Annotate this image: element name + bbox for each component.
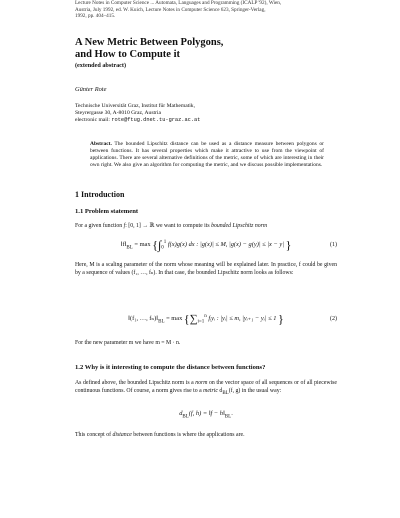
text-run: on the vector space of all sequences or of all piecewise continuous functions. Of course, a norm gives rise to a bbox=[75, 380, 338, 394]
equation-1 bbox=[75, 236, 337, 258]
text-run: d bbox=[217, 387, 223, 394]
equation-body bbox=[75, 238, 337, 253]
eq-lhs: ‖f‖ bbox=[120, 241, 127, 248]
integral-sign: ∫ bbox=[157, 238, 162, 252]
equation-3 bbox=[75, 410, 337, 422]
brace-left: { bbox=[183, 312, 190, 326]
eq-body: f(x)g(x) dx : |g(x)| ≤ M, |g(x) − g(y)| ≤ |x − y| bbox=[166, 241, 286, 248]
eq-body: fᵢyᵢ : |yᵢ| ≤ m, |yᵢ₊₁ − yᵢ| ≤ 1 bbox=[206, 315, 278, 322]
paragraph bbox=[75, 380, 337, 397]
author-name: Günter Rote bbox=[75, 86, 107, 93]
paper-subtitle: (extended abstract) bbox=[75, 62, 127, 69]
paper-title bbox=[75, 37, 337, 60]
text-run: between functions is where the applications are. bbox=[131, 432, 245, 438]
email-line bbox=[75, 117, 337, 124]
paragraph: Here, M is a scaling parameter of the norm whose meaning will be explained later. In practice, f could be given by a sequence of values (f₁, …, fₙ). In that case, the bounded Lipschitz norm looks as follows: bbox=[75, 262, 337, 276]
header-line: 1992, pp. 404–415. bbox=[75, 13, 116, 20]
sum-sign: ∑ bbox=[189, 313, 198, 325]
paragraph: For the new parameter m we have m = M · n. bbox=[75, 340, 181, 346]
paragraph bbox=[75, 223, 337, 231]
publication-header bbox=[75, 0, 337, 20]
text-run: (f, g) in the usual way: bbox=[228, 387, 282, 394]
term-emphasis: norm bbox=[195, 380, 208, 386]
abstract-label: Abstract. bbox=[90, 141, 112, 147]
affiliation-line: Technische Universität Graz, Institut für Mathematik, bbox=[75, 103, 195, 109]
term-emphasis: metric bbox=[203, 387, 218, 394]
eq-subscript: BL bbox=[158, 319, 165, 325]
eq-subscript: BL bbox=[182, 414, 189, 420]
eq-max: = max bbox=[164, 315, 183, 322]
brace-right: } bbox=[285, 238, 292, 252]
equation-number: (2) bbox=[330, 316, 337, 322]
eq-subscript: BL bbox=[224, 414, 232, 420]
eq-lhs: ‖(f₁, …, fₙ)‖ bbox=[128, 315, 159, 322]
email-address[interactable]: rote@ftug.dnet.tu-graz.ac.at bbox=[111, 117, 201, 123]
equation-number: (1) bbox=[330, 242, 337, 248]
text-run: This concept of bbox=[75, 432, 113, 438]
term-emphasis: distance bbox=[112, 432, 132, 438]
equation-2 bbox=[75, 310, 337, 334]
equation-body bbox=[75, 312, 337, 327]
eq-rhs: (f, h) = ‖f − h‖ bbox=[188, 410, 225, 417]
eq-max: = max bbox=[132, 241, 151, 248]
math-f: f bbox=[123, 223, 126, 229]
eq-subscript: BL bbox=[222, 390, 229, 396]
text-run: As defined above, the bounded Lipschitz norm is a bbox=[75, 380, 196, 386]
title-line: and How to Compute it bbox=[75, 48, 181, 60]
integral-upper: 1 bbox=[163, 239, 167, 245]
abstract bbox=[90, 141, 324, 169]
term-emphasis: bounded Lipschitz norm bbox=[211, 223, 268, 229]
affiliation-line: Steyrergasse 30, A-8010 Graz, Austria bbox=[75, 110, 161, 116]
subsection-heading: 1.2 Why is it interesting to compute the distance between functions? bbox=[75, 364, 266, 371]
sum-upper: n bbox=[204, 313, 207, 319]
header-line: Lecture Notes in Computer Science ... Automata, Languages and Programming (ICALP '92), Wien, bbox=[75, 0, 282, 6]
eq-end: . bbox=[231, 410, 233, 417]
abstract-text: The bounded Lipschitz distance can be used as a distance measure between polygons or between functions. It has several properties which make it attractive to use from the viewpoint of applications. There are several alternative definitions of the metric, some of which are interesting in their own right. We also give an algorithm for computing the metric, and we discuss possible implementations. bbox=[90, 141, 324, 168]
subsection-heading: 1.1 Problem statement bbox=[75, 208, 139, 215]
title-line: A New Metric Between Polygons, bbox=[75, 37, 224, 48]
equation-body bbox=[75, 410, 337, 419]
email-label: electronic mail: bbox=[75, 117, 110, 123]
affiliation bbox=[75, 103, 337, 124]
brace-right: } bbox=[278, 312, 284, 326]
eq-subscript: BL bbox=[126, 245, 133, 251]
sum-lower: i=1 bbox=[197, 319, 205, 325]
eq-lhs: d bbox=[179, 410, 183, 417]
section-heading: 1 Introduction bbox=[75, 190, 125, 199]
header-line: Austria, July 1992, ed. W. Kuich, Lecture Notes in Computer Science 623, Springer-Verlag, bbox=[75, 6, 266, 13]
brace-left: { bbox=[152, 238, 158, 252]
integral-lower: 0 bbox=[161, 245, 164, 251]
text-run: : [0, 1] → ℝ we want to compute its bbox=[125, 223, 212, 229]
paragraph bbox=[75, 432, 337, 440]
text-run: For a given function bbox=[75, 223, 124, 229]
